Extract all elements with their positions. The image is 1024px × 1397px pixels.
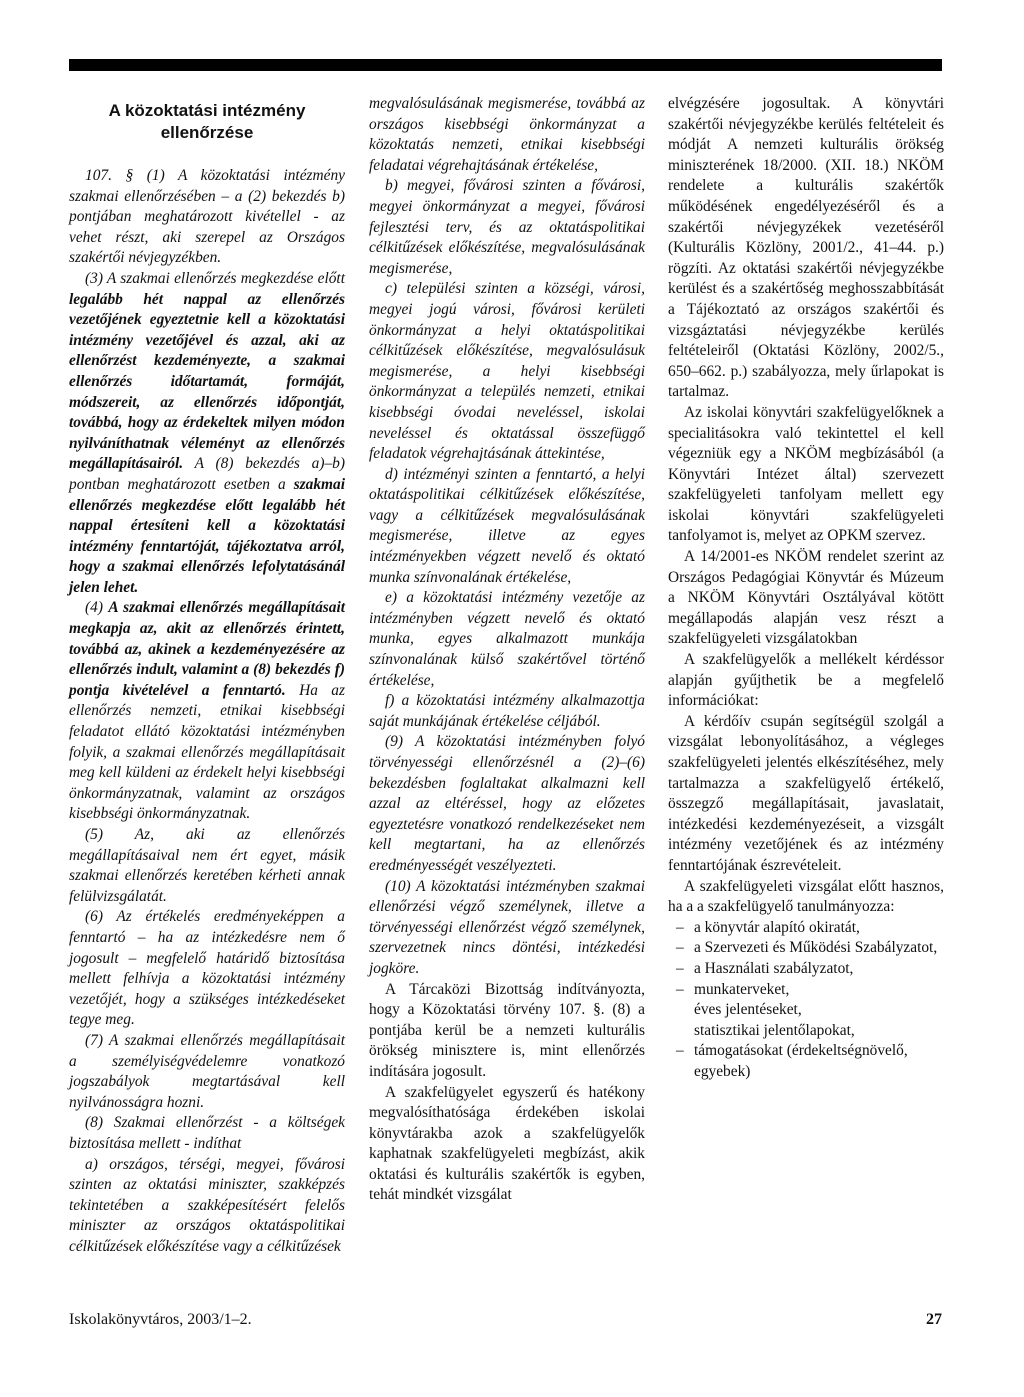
- paragraph: [69, 166, 345, 269]
- list-item-text: éves jelentéseket,: [694, 1001, 802, 1019]
- paragraph: A 14/2001-es NKÖM rendelet szerint az Országos Pedagógiai Könyvtár és Múzeum a NKÖM Könyvtári Osztályával kötött megállapodás alapján vesz részt a szakfelügyeleti vizsgálatokban: [668, 548, 944, 648]
- paragraph: A kérdőív csupán segítségül szolgál a vizsgálat lebonyolításához, a végleges szakfelügyeleti jelentés elkészítéséhez, mely tartalmazza a szakfelügyelő értékelő, összegző megállapításait, javaslatait, intézkedési kezdeményezéseit, a vizsgált intézmény vezetőjének és az intézmény fenntartójának észrevételeit.: [668, 712, 944, 874]
- list-item: [668, 1000, 944, 1021]
- column-right: [668, 94, 944, 1083]
- paragraph: [69, 598, 345, 825]
- emphasized-text: A szakmai ellenőrzés megállapításait megkapja az, akit az ellenőrzés érintett, továbbá az, akinek a kezdeményezésére az ellenőrzés indult, valamint a (8) bekezdés f) pontja kivételével a fenntartó.: [69, 599, 345, 699]
- paragraph: (5) Az, aki az ellenőrzés megállapításaival nem ért egyet, másik szakmai ellenőrzés keretében kérheti annak felülvizsgálatát.: [69, 826, 345, 905]
- paragraph: A szakfelügyeleti vizsgálat előtt hasznos, ha a a szakfelügyelő tanulmányozza:: [668, 877, 944, 916]
- list-dash: –: [676, 918, 684, 936]
- paragraph: c) települési szinten a községi, városi, megyei jogú városi, fővárosi kerületi önkormányzat a helyi oktatáspolitikai célkitűzések előkészítése, megvalósulásuk megismerése, a helyi kisebbségi önkormányzat a település nemzeti, etnikai kisebbségi óvodai neveléssel, iskolai neveléssel és oktatással összefüggő feladatok végrehajtásának áttekintése,: [369, 280, 645, 463]
- list-dash: –: [676, 1042, 684, 1060]
- list-item-text: munkaterveket,: [694, 980, 790, 998]
- paragraph: [69, 269, 345, 599]
- column-left: [69, 94, 345, 1257]
- page-number: 27: [926, 1311, 942, 1328]
- section-heading: A közoktatási intézmény ellenőrzése: [108, 101, 306, 142]
- paragraph: (10) A közoktatási intézményben szakmai ellenőrzési végző személynek, illetve a törvényességi ellenőrzést végző személynek, szervezetnek nincs döntési, intézkedési jogköre.: [369, 877, 645, 977]
- journal-citation: Iskolakönyvtáros, 2003/1–2.: [69, 1311, 252, 1328]
- header-rule: [69, 59, 942, 71]
- paragraph: A Tárcaközi Bizottság indítványozta, hogy a Közoktatási törvény 107. §. (8) a pontjába kerül be a nemzeti kulturális örökség minisztere is, mint ellenőrzés indítására jogosult.: [369, 980, 645, 1080]
- paragraph: (8) Szakmai ellenőrzést - a költségek biztosítása mellett - indíthat: [69, 1114, 345, 1152]
- list-item: [668, 1041, 944, 1082]
- list-item-text: támogatásokat (érdekeltségnövelő, egyebek): [694, 1042, 908, 1080]
- paragraph: f) a közoktatási intézmény alkalmazottja saját munkájának értékelése céljából.: [369, 692, 645, 730]
- emphasized-text: legalább hét nappal az ellenőrzés vezetőjének egyeztetnie kell a közoktatási intézmény vezetőjével és azzal, aki az ellenőrzést kezdeményezte, a szakmai ellenőrzés időtartamát, formáját, módszereit, az ellenőrzés időpontját, továbbá, hogy az érdekeltek milyen módon nyilváníthatnak véleményt az ellenőrzés megállapításairól.: [69, 290, 345, 473]
- list-dash: –: [676, 939, 684, 957]
- list-dash: –: [676, 959, 684, 977]
- list-item: [668, 959, 944, 980]
- list-item: [668, 980, 944, 1001]
- paragraph: d) intézményi szinten a fenntartó, a helyi oktatáspolitikai célkitűzések előkészítése, vagy a célkitűzések megvalósulásának megismerése, illetve az egyes intézményekben végzett nevelő és oktató munka színvonalának értékelése,: [369, 465, 645, 586]
- list-dash: –: [676, 980, 684, 998]
- paragraph-text: Ha az ellenőrzés nemzeti, etnikai kisebbségi feladatot ellátó közoktatási intézményben folyik, a szakmai ellenőrzés megállapításait meg kell küldeni az érdekelt helyi kisebbségi önkormányzatnak, valamint az országos kisebbségi önkormányzatnak.: [69, 681, 345, 823]
- paragraph: A szakfelügyelők a mellékelt kérdéssor alapján gyűjthetik be a megfelelő információkat:: [668, 651, 944, 710]
- paragraph-text: (4): [85, 599, 109, 617]
- paragraph-text: (3) A szakmai ellenőrzés megkezdése előtt: [85, 269, 345, 287]
- paragraph: (6) Az értékelés eredményeképpen a fenntartó – ha az intézkedésre nem ő jogosult – megfelelő határidő biztosítása mellett felhívja a közoktatási intézmény vezetőjét, hogy a szükséges intézkedéseket tegye meg.: [69, 908, 345, 1029]
- list-item-text: statisztikai jelentőlapokat,: [694, 1021, 855, 1039]
- list-item-text: a Szervezeti és Működési Szabályzatot,: [694, 939, 938, 957]
- paragraph: elvégzésére jogosultak. A könyvtári szakértői névjegyzékbe kerülés feltételeit és módját A nemzeti kulturális örökség miniszterének 18/2000. (XII. 18.) NKÖM rendelete a kulturális szakértők működésének engedélyezéséről és a szakértői névjegyzékek vezetéséről (Kulturális Közlöny, 2001/2., 41–44. p.) rögzíti. Az oktatási szakértői névjegyzékbe kerülést és a szakértőség meghosszabbítását a Tájékoztató az országos szakértői és vizsgáztatási névjegyzékbe kerülés feltételeiről (Oktatási Közlöny, 2002/5., 650–662. p.) szabályozza, mely űrlapokat is tartalmaz.: [668, 95, 944, 401]
- paragraph-text: A (8) bekezdés a)–b) pontban meghatározott esetben a: [69, 455, 345, 493]
- list-item-text: a Használati szabályzatot,: [694, 959, 854, 977]
- paragraph-text: § (1) A közoktatási intézmény szakmai ellenőrzésében – a (2) bekezdés b) pontjában meghatározott kivétellel - az vehet részt, aki szerepel az Országos szakértői névjegyzékben.: [69, 167, 345, 267]
- list-item: [668, 918, 944, 939]
- section-number: 107.: [85, 167, 112, 184]
- paragraph: b) megyei, fővárosi szinten a fővárosi, megyei önkormányzat a megyei, fővárosi fejlesztési terv, és az oktatáspolitikai célkitűzések előkészítése, megvalósulásának megismerése,: [369, 177, 645, 277]
- paragraph: a) országos, térségi, megyei, fővárosi szinten az oktatási miniszter, szakképzés tekintetében a szakképesítésért felelős miniszter az országos oktatáspolitikai célkitűzések előkészítése vagy a célkitűzések: [69, 1155, 345, 1255]
- list-item: [668, 938, 944, 959]
- column-middle: [369, 94, 645, 1206]
- emphasized-text: szakmai ellenőrzés megkezdése előtt legalább hét nappal értesíteni kell a közoktatási intézmény fenntartóját, tájékoztatva arról, hogy a szakmai ellenőrzés lefolytatásánál jelen lehet.: [69, 475, 345, 596]
- list-item-text: a könyvtár alapító okiratát,: [694, 918, 860, 936]
- list-item: [668, 1021, 944, 1042]
- paragraph: megvalósulásának megismerése, továbbá az országos kisebbségi önkormányzat a közoktatás nemzeti, etnikai kisebbségi feladatai végrehajtásának értékelése,: [369, 95, 645, 174]
- document-list: [668, 918, 944, 1083]
- paragraph: A szakfelügyelet egyszerű és hatékony megvalósíthatósága érdekében iskolai könyvtárakba azok a szakfelügyelők kaphatnak szakfelügyeleti megbízást, akik oktatási és kulturális szakértők is egyben, tehát mindkét vizsgálat: [369, 1083, 645, 1204]
- paragraph: Az iskolai könyvtári szakfelügyelőknek a specialitásokra való tekintettel el kell végezniük egy a NKÖM megbízásából (a Könyvtári Intézet által) szervezett szakfelügyeleti tanfolyam mellett egy iskolai könyvtári szakfelügyeleti tanfolyamot is, melyet az OPKM szervez.: [668, 403, 944, 545]
- paragraph: e) a közoktatási intézmény vezetője az intézményben végzett nevelő és oktató munka, egyes alkalmazott munkája színvonalának külső szakértővel történő értékelése,: [369, 589, 645, 689]
- paragraph: (7) A szakmai ellenőrzés megállapításait a személyiségvédelemre vonatkozó jogszabályok megtartásával kell nyilvánosságra hozni.: [69, 1031, 345, 1111]
- paragraph: (9) A közoktatási intézményben folyó törvényességi ellenőrzésnél a (2)–(6) bekezdésben foglaltakat alkalmazni kell azzal az eltéréssel, hogy az előzetes egyeztetésre vonatkozó rendelkezéseket nem kell megtartani, ha az ellenőrzés eredményességét veszélyezteti.: [369, 733, 645, 874]
